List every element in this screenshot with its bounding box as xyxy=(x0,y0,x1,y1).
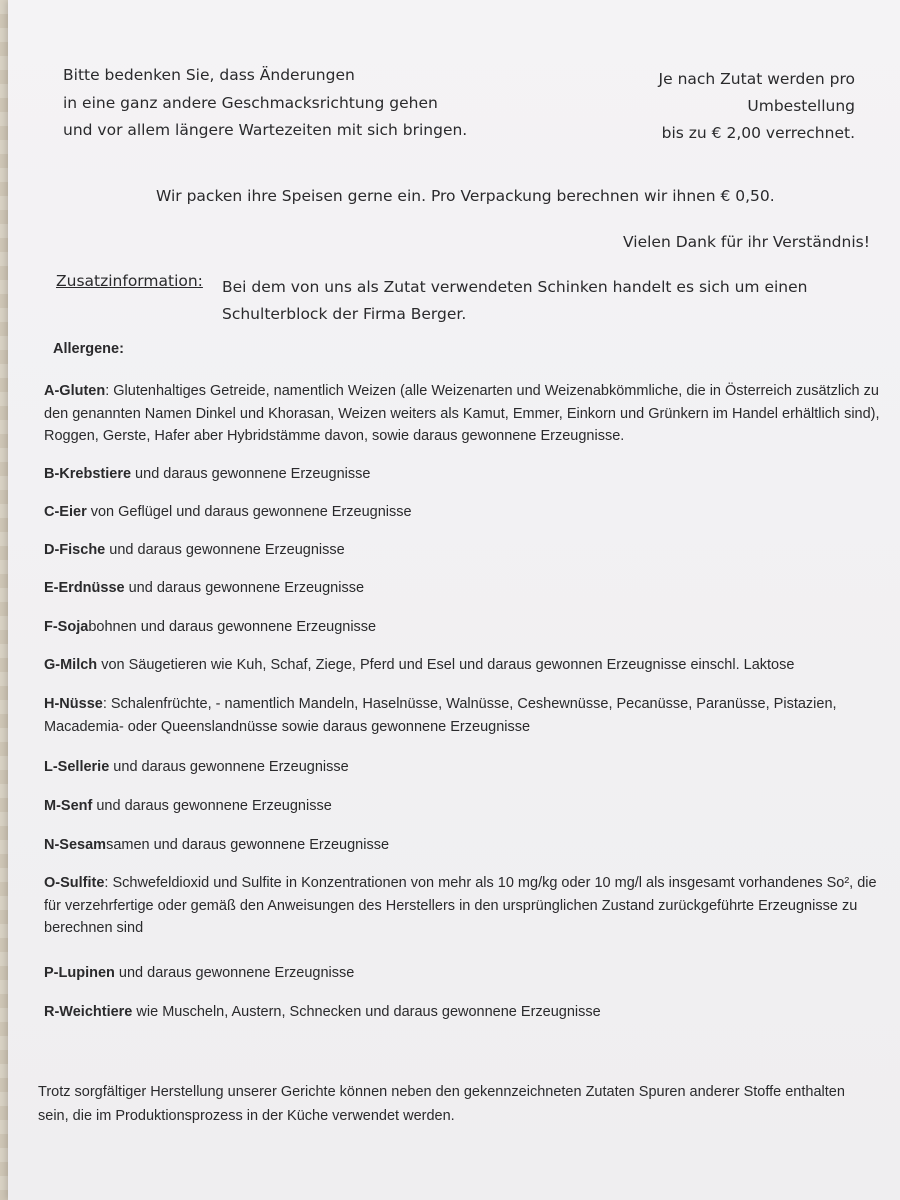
allergen-code: H-Nüsse xyxy=(44,696,103,712)
allergen-description: von Säugetieren wie Kuh, Schaf, Ziege, Pferd und Esel und daraus gewonnen Erzeugnisse einschl. Laktose xyxy=(97,657,795,673)
allergen-description: und daraus gewonnene Erzeugnisse xyxy=(114,965,355,981)
allergen-description: und daraus gewonnene Erzeugnisse xyxy=(92,798,332,814)
allergen-code: P-Lupinen xyxy=(44,965,115,981)
allergen-description: und daraus gewonnene Erzeugnisse xyxy=(109,759,349,775)
allergen-code: F-Soja xyxy=(44,619,89,635)
allergen-description: : Glutenhaltiges Getreide, namentlich Weizen (alle Weizenarten und Weizenabkömmliche, die in Österreich zusätzlich zu den genannten Namen Dinkel und Khorasan, Weizen weiters als Kamut, Emmer, Einkorn und Grünkern im Handel erhältlich sind), Roggen, Gerste, Hafer aber Hybridstämme davon, sowie daraus gewonnene Erzeugnisse. xyxy=(44,383,880,444)
allergen-description: samen und daraus gewonnene Erzeugnisse xyxy=(106,837,390,853)
allergen-item xyxy=(44,1001,601,1024)
additional-info-label: Zusatzinformation: xyxy=(56,272,203,290)
allergen-item xyxy=(44,380,880,448)
allergen-code: L-Sellerie xyxy=(44,759,110,775)
allergen-item xyxy=(44,756,349,779)
allergen-description: : Schalenfrüchte, - namentlich Mandeln, Haselnüsse, Walnüsse, Ceshewnüsse, Pecanüsse, Paranüsse, Pistazien, Macademia- oder Queenslandnüsse sowie daraus gewonnene Erzeugnisse xyxy=(44,696,837,735)
allergen-code: N-Sesam xyxy=(44,837,107,853)
change-notice-line: und vor allem längere Wartezeiten mit sich bringen. xyxy=(63,121,468,139)
allergen-description: von Geflügel und daraus gewonnene Erzeugnisse xyxy=(86,504,412,520)
additional-info-line: Bei dem von uns als Zutat verwendeten Schinken handelt es sich um einen xyxy=(222,278,808,296)
allergens-title: Allergene: xyxy=(53,341,124,357)
additional-info-text xyxy=(222,274,862,328)
change-notice xyxy=(63,62,467,145)
allergen-description: und daraus gewonnene Erzeugnisse xyxy=(105,542,345,558)
allergen-item xyxy=(44,693,880,738)
allergen-item xyxy=(44,962,354,985)
allergen-code: A-Gluten xyxy=(44,383,106,399)
allergen-code: C-Eier xyxy=(44,504,87,520)
allergen-item xyxy=(44,795,332,818)
trace-disclaimer: Trotz sorgfältiger Herstellung unserer Gerichte können neben den gekennzeichneten Zutaten Spuren anderer Stoffe enthalten sein, die im Produktionsprozess in der Küche verwendet werden. xyxy=(38,1084,845,1124)
allergen-code: D-Fische xyxy=(44,542,106,558)
allergen-code: G-Milch xyxy=(44,657,98,673)
allergen-item xyxy=(44,616,376,639)
rebooking-fee-notice xyxy=(553,66,855,147)
allergen-item xyxy=(44,654,794,677)
allergen-description: und daraus gewonnene Erzeugnisse xyxy=(131,466,371,482)
additional-info-line: Schulterblock der Firma Berger. xyxy=(222,305,467,323)
menu-info-sheet xyxy=(8,0,900,1200)
allergen-item xyxy=(44,834,389,857)
thanks-note: Vielen Dank für ihr Verständnis! xyxy=(623,233,870,251)
allergen-code: O-Sulfite xyxy=(44,875,105,891)
allergen-item xyxy=(44,463,370,486)
allergen-code: E-Erdnüsse xyxy=(44,580,125,596)
allergen-description: wie Muscheln, Austern, Schnecken und daraus gewonnene Erzeugnisse xyxy=(132,1004,601,1020)
rebooking-fee-line: bis zu € 2,00 verrechnet. xyxy=(661,124,855,142)
allergen-description: und daraus gewonnene Erzeugnisse xyxy=(124,580,365,596)
allergen-item xyxy=(44,539,345,562)
allergen-item xyxy=(44,872,880,940)
allergen-description: bohnen und daraus gewonnene Erzeugnisse xyxy=(88,619,377,635)
allergen-code: M-Senf xyxy=(44,798,93,814)
allergen-description: : Schwefeldioxid und Sulfite in Konzentrationen von mehr als 10 mg/kg oder 10 mg/l als insgesamt vorhandenes So², die für verzehrfertige oder gemäß den Anweisungen des Herstellers in den ursprünglichen Zustand zurückgeführte Erzeugnisse zu berechnen sind xyxy=(44,875,877,936)
allergen-code: B-Krebstiere xyxy=(44,466,132,482)
allergen-code: R-Weichtiere xyxy=(44,1004,133,1020)
change-notice-line: in eine ganz andere Geschmacksrichtung gehen xyxy=(63,93,438,112)
rebooking-fee-line: Je nach Zutat werden pro Umbestellung xyxy=(658,70,855,115)
allergen-item xyxy=(44,577,364,600)
change-notice-line: Bitte bedenken Sie, dass Änderungen xyxy=(63,66,355,84)
allergen-item xyxy=(44,501,412,524)
packaging-note: Wir packen ihre Speisen gerne ein. Pro Verpackung berechnen wir ihnen € 0,50. xyxy=(156,187,775,205)
